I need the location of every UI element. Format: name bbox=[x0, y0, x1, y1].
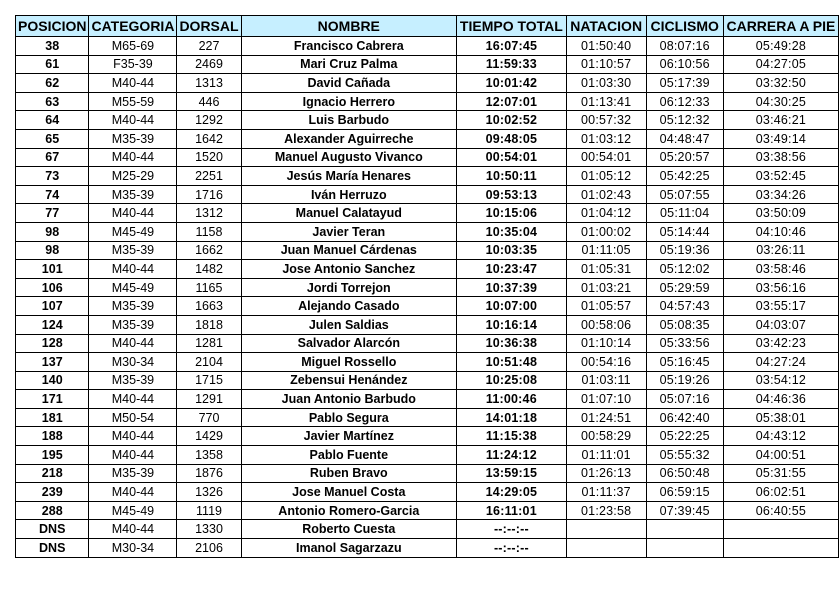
total-time-cell: 10:16:14 bbox=[457, 315, 567, 334]
bib-cell: 1642 bbox=[177, 129, 241, 148]
name-cell: Javier Martínez bbox=[241, 427, 456, 446]
table-row bbox=[16, 92, 839, 111]
run-time-cell bbox=[723, 520, 838, 539]
table-row bbox=[16, 408, 839, 427]
table-row bbox=[16, 371, 839, 390]
position-cell: 128 bbox=[16, 334, 89, 353]
bib-cell: 2251 bbox=[177, 167, 241, 186]
bike-time-cell: 06:42:40 bbox=[646, 408, 723, 427]
total-time-cell: 09:48:05 bbox=[457, 129, 567, 148]
swim-time-cell: 01:11:01 bbox=[566, 446, 646, 465]
bike-time-cell: 05:20:57 bbox=[646, 148, 723, 167]
name-cell: Manuel Augusto Vivanco bbox=[241, 148, 456, 167]
table-row bbox=[16, 315, 839, 334]
category-cell: M35-39 bbox=[89, 371, 177, 390]
name-cell: Zebensui Henández bbox=[241, 371, 456, 390]
bib-cell: 1165 bbox=[177, 278, 241, 297]
bike-time-cell: 04:57:43 bbox=[646, 297, 723, 316]
table-row bbox=[16, 297, 839, 316]
name-cell: Jesús María Henares bbox=[241, 167, 456, 186]
run-time-cell: 06:40:55 bbox=[723, 501, 838, 520]
bike-time-cell: 05:22:25 bbox=[646, 427, 723, 446]
position-cell: 101 bbox=[16, 260, 89, 279]
table-row bbox=[16, 148, 839, 167]
total-time-cell: --:--:-- bbox=[457, 539, 567, 558]
position-cell: 74 bbox=[16, 185, 89, 204]
bike-time-cell: 06:12:33 bbox=[646, 92, 723, 111]
bib-cell: 1291 bbox=[177, 390, 241, 409]
position-cell: 171 bbox=[16, 390, 89, 409]
category-cell: M40-44 bbox=[89, 74, 177, 93]
position-cell: 124 bbox=[16, 315, 89, 334]
total-time-cell: 10:03:35 bbox=[457, 241, 567, 260]
table-row bbox=[16, 501, 839, 520]
swim-time-cell: 01:03:21 bbox=[566, 278, 646, 297]
total-time-cell: 11:15:38 bbox=[457, 427, 567, 446]
category-cell: M25-29 bbox=[89, 167, 177, 186]
run-time-cell: 04:30:25 bbox=[723, 92, 838, 111]
category-cell: M40-44 bbox=[89, 111, 177, 130]
bib-cell: 1326 bbox=[177, 483, 241, 502]
bib-cell: 1482 bbox=[177, 260, 241, 279]
swim-time-cell: 01:05:12 bbox=[566, 167, 646, 186]
table-row bbox=[16, 446, 839, 465]
swim-time-cell: 01:13:41 bbox=[566, 92, 646, 111]
position-cell: 140 bbox=[16, 371, 89, 390]
swim-time-cell: 00:54:01 bbox=[566, 148, 646, 167]
header-row bbox=[16, 16, 839, 37]
total-time-cell: --:--:-- bbox=[457, 520, 567, 539]
swim-time-cell: 00:58:29 bbox=[566, 427, 646, 446]
run-time-cell: 04:03:07 bbox=[723, 315, 838, 334]
swim-time-cell: 01:03:12 bbox=[566, 129, 646, 148]
category-cell: M40-44 bbox=[89, 204, 177, 223]
table-row bbox=[16, 390, 839, 409]
name-cell: Ruben Bravo bbox=[241, 464, 456, 483]
table-row bbox=[16, 241, 839, 260]
bike-time-cell: 05:19:26 bbox=[646, 371, 723, 390]
total-time-cell: 14:29:05 bbox=[457, 483, 567, 502]
swim-time-cell: 01:11:37 bbox=[566, 483, 646, 502]
bike-time-cell: 04:48:47 bbox=[646, 129, 723, 148]
bib-cell: 1292 bbox=[177, 111, 241, 130]
total-time-cell: 10:15:06 bbox=[457, 204, 567, 223]
name-cell: Manuel Calatayud bbox=[241, 204, 456, 223]
bib-cell: 1429 bbox=[177, 427, 241, 446]
name-cell: Juan Antonio Barbudo bbox=[241, 390, 456, 409]
column-header-nombre: NOMBRE bbox=[241, 16, 456, 37]
run-time-cell: 05:38:01 bbox=[723, 408, 838, 427]
bike-time-cell: 05:08:35 bbox=[646, 315, 723, 334]
category-cell: M40-44 bbox=[89, 446, 177, 465]
name-cell: Jose Antonio Sanchez bbox=[241, 260, 456, 279]
name-cell: Luis Barbudo bbox=[241, 111, 456, 130]
bib-cell: 2106 bbox=[177, 539, 241, 558]
category-cell: M45-49 bbox=[89, 278, 177, 297]
category-cell: M35-39 bbox=[89, 297, 177, 316]
name-cell: Julen Saldias bbox=[241, 315, 456, 334]
table-row bbox=[16, 167, 839, 186]
column-header-ciclismo: CICLISMO bbox=[646, 16, 723, 37]
table-row bbox=[16, 111, 839, 130]
table-row bbox=[16, 427, 839, 446]
position-cell: 38 bbox=[16, 37, 89, 56]
position-cell: 107 bbox=[16, 297, 89, 316]
run-time-cell: 04:43:12 bbox=[723, 427, 838, 446]
bib-cell: 1818 bbox=[177, 315, 241, 334]
swim-time-cell: 01:24:51 bbox=[566, 408, 646, 427]
run-time-cell: 03:54:12 bbox=[723, 371, 838, 390]
position-cell: 63 bbox=[16, 92, 89, 111]
total-time-cell: 11:00:46 bbox=[457, 390, 567, 409]
bib-cell: 1158 bbox=[177, 222, 241, 241]
bike-time-cell: 06:10:56 bbox=[646, 55, 723, 74]
bib-cell: 1663 bbox=[177, 297, 241, 316]
name-cell: Jordi Torrejon bbox=[241, 278, 456, 297]
position-cell: 181 bbox=[16, 408, 89, 427]
category-cell: M55-59 bbox=[89, 92, 177, 111]
total-time-cell: 10:07:00 bbox=[457, 297, 567, 316]
position-cell: 61 bbox=[16, 55, 89, 74]
name-cell: Jose Manuel Costa bbox=[241, 483, 456, 502]
swim-time-cell: 01:11:05 bbox=[566, 241, 646, 260]
total-time-cell: 16:11:01 bbox=[457, 501, 567, 520]
bike-time-cell: 05:12:32 bbox=[646, 111, 723, 130]
column-header-dorsal: DORSAL bbox=[177, 16, 241, 37]
table-row bbox=[16, 520, 839, 539]
table-row bbox=[16, 204, 839, 223]
results-body bbox=[16, 37, 839, 558]
position-cell: 98 bbox=[16, 241, 89, 260]
swim-time-cell: 01:50:40 bbox=[566, 37, 646, 56]
bike-time-cell: 05:19:36 bbox=[646, 241, 723, 260]
swim-time-cell bbox=[566, 539, 646, 558]
run-time-cell: 03:49:14 bbox=[723, 129, 838, 148]
total-time-cell: 12:07:01 bbox=[457, 92, 567, 111]
position-cell: 239 bbox=[16, 483, 89, 502]
bib-cell: 1715 bbox=[177, 371, 241, 390]
total-time-cell: 13:59:15 bbox=[457, 464, 567, 483]
total-time-cell: 00:54:01 bbox=[457, 148, 567, 167]
position-cell: 288 bbox=[16, 501, 89, 520]
run-time-cell: 04:00:51 bbox=[723, 446, 838, 465]
category-cell: M45-49 bbox=[89, 222, 177, 241]
position-cell: 64 bbox=[16, 111, 89, 130]
swim-time-cell: 01:26:13 bbox=[566, 464, 646, 483]
name-cell: Pablo Fuente bbox=[241, 446, 456, 465]
bike-time-cell: 05:07:55 bbox=[646, 185, 723, 204]
bib-cell: 446 bbox=[177, 92, 241, 111]
table-row bbox=[16, 260, 839, 279]
column-header-posicion: POSICION bbox=[16, 16, 89, 37]
bike-time-cell: 05:14:44 bbox=[646, 222, 723, 241]
bike-time-cell: 06:59:15 bbox=[646, 483, 723, 502]
column-header-categoria: CATEGORIA bbox=[89, 16, 177, 37]
bike-time-cell: 05:17:39 bbox=[646, 74, 723, 93]
bib-cell: 1313 bbox=[177, 74, 241, 93]
total-time-cell: 10:51:48 bbox=[457, 353, 567, 372]
name-cell: Alexander Aguirreche bbox=[241, 129, 456, 148]
position-cell: 77 bbox=[16, 204, 89, 223]
category-cell: M50-54 bbox=[89, 408, 177, 427]
position-cell: 106 bbox=[16, 278, 89, 297]
total-time-cell: 10:35:04 bbox=[457, 222, 567, 241]
category-cell: M35-39 bbox=[89, 315, 177, 334]
table-row bbox=[16, 129, 839, 148]
table-row bbox=[16, 55, 839, 74]
bike-time-cell: 08:07:16 bbox=[646, 37, 723, 56]
table-row bbox=[16, 185, 839, 204]
swim-time-cell: 01:02:43 bbox=[566, 185, 646, 204]
run-time-cell: 03:56:16 bbox=[723, 278, 838, 297]
run-time-cell: 03:52:45 bbox=[723, 167, 838, 186]
name-cell: Ignacio Herrero bbox=[241, 92, 456, 111]
run-time-cell: 04:27:05 bbox=[723, 55, 838, 74]
name-cell: Javier Teran bbox=[241, 222, 456, 241]
bib-cell: 2104 bbox=[177, 353, 241, 372]
bib-cell: 1662 bbox=[177, 241, 241, 260]
total-time-cell: 16:07:45 bbox=[457, 37, 567, 56]
bike-time-cell: 05:12:02 bbox=[646, 260, 723, 279]
name-cell: Francisco Cabrera bbox=[241, 37, 456, 56]
bike-time-cell: 05:55:32 bbox=[646, 446, 723, 465]
bike-time-cell: 05:11:04 bbox=[646, 204, 723, 223]
swim-time-cell: 01:05:57 bbox=[566, 297, 646, 316]
swim-time-cell: 01:07:10 bbox=[566, 390, 646, 409]
category-cell: M40-44 bbox=[89, 520, 177, 539]
swim-time-cell: 01:23:58 bbox=[566, 501, 646, 520]
swim-time-cell: 00:54:16 bbox=[566, 353, 646, 372]
category-cell: M40-44 bbox=[89, 334, 177, 353]
name-cell: Juan Manuel Cárdenas bbox=[241, 241, 456, 260]
table-row bbox=[16, 278, 839, 297]
bib-cell: 1520 bbox=[177, 148, 241, 167]
category-cell: M40-44 bbox=[89, 427, 177, 446]
bike-time-cell: 05:16:45 bbox=[646, 353, 723, 372]
swim-time-cell: 01:03:11 bbox=[566, 371, 646, 390]
bib-cell: 1716 bbox=[177, 185, 241, 204]
name-cell: David Cañada bbox=[241, 74, 456, 93]
category-cell: M35-39 bbox=[89, 185, 177, 204]
results-table bbox=[15, 15, 839, 558]
table-row bbox=[16, 353, 839, 372]
column-header-natacion: NATACION bbox=[566, 16, 646, 37]
category-cell: M65-69 bbox=[89, 37, 177, 56]
swim-time-cell: 01:03:30 bbox=[566, 74, 646, 93]
bike-time-cell: 05:33:56 bbox=[646, 334, 723, 353]
name-cell: Salvador Alarcón bbox=[241, 334, 456, 353]
column-header-tiempo-total: TIEMPO TOTAL bbox=[457, 16, 567, 37]
position-cell: 218 bbox=[16, 464, 89, 483]
total-time-cell: 10:25:08 bbox=[457, 371, 567, 390]
total-time-cell: 11:24:12 bbox=[457, 446, 567, 465]
swim-time-cell: 01:04:12 bbox=[566, 204, 646, 223]
run-time-cell: 03:50:09 bbox=[723, 204, 838, 223]
category-cell: M35-39 bbox=[89, 241, 177, 260]
run-time-cell: 03:42:23 bbox=[723, 334, 838, 353]
total-time-cell: 10:36:38 bbox=[457, 334, 567, 353]
position-cell: 137 bbox=[16, 353, 89, 372]
category-cell: M40-44 bbox=[89, 260, 177, 279]
category-cell: M35-39 bbox=[89, 129, 177, 148]
bib-cell: 1312 bbox=[177, 204, 241, 223]
position-cell: 62 bbox=[16, 74, 89, 93]
total-time-cell: 09:53:13 bbox=[457, 185, 567, 204]
run-time-cell: 05:49:28 bbox=[723, 37, 838, 56]
total-time-cell: 10:02:52 bbox=[457, 111, 567, 130]
table-row bbox=[16, 483, 839, 502]
bib-cell: 770 bbox=[177, 408, 241, 427]
table-row bbox=[16, 539, 839, 558]
name-cell: Roberto Cuesta bbox=[241, 520, 456, 539]
bike-time-cell bbox=[646, 520, 723, 539]
position-cell: DNS bbox=[16, 539, 89, 558]
swim-time-cell: 01:10:57 bbox=[566, 55, 646, 74]
run-time-cell: 05:31:55 bbox=[723, 464, 838, 483]
run-time-cell: 03:55:17 bbox=[723, 297, 838, 316]
run-time-cell: 03:34:26 bbox=[723, 185, 838, 204]
run-time-cell: 04:27:24 bbox=[723, 353, 838, 372]
name-cell: Pablo Segura bbox=[241, 408, 456, 427]
position-cell: 188 bbox=[16, 427, 89, 446]
position-cell: 195 bbox=[16, 446, 89, 465]
position-cell: 73 bbox=[16, 167, 89, 186]
run-time-cell: 06:02:51 bbox=[723, 483, 838, 502]
bike-time-cell bbox=[646, 539, 723, 558]
table-row bbox=[16, 74, 839, 93]
run-time-cell: 03:58:46 bbox=[723, 260, 838, 279]
swim-time-cell: 00:58:06 bbox=[566, 315, 646, 334]
total-time-cell: 10:23:47 bbox=[457, 260, 567, 279]
bike-time-cell: 07:39:45 bbox=[646, 501, 723, 520]
position-cell: 65 bbox=[16, 129, 89, 148]
bib-cell: 1119 bbox=[177, 501, 241, 520]
run-time-cell: 04:10:46 bbox=[723, 222, 838, 241]
run-time-cell: 03:46:21 bbox=[723, 111, 838, 130]
bike-time-cell: 05:29:59 bbox=[646, 278, 723, 297]
table-row bbox=[16, 37, 839, 56]
category-cell: F35-39 bbox=[89, 55, 177, 74]
bike-time-cell: 06:50:48 bbox=[646, 464, 723, 483]
run-time-cell bbox=[723, 539, 838, 558]
position-cell: 98 bbox=[16, 222, 89, 241]
name-cell: Antonio Romero-Garcia bbox=[241, 501, 456, 520]
run-time-cell: 03:26:11 bbox=[723, 241, 838, 260]
category-cell: M40-44 bbox=[89, 390, 177, 409]
bib-cell: 1281 bbox=[177, 334, 241, 353]
bike-time-cell: 05:42:25 bbox=[646, 167, 723, 186]
bib-cell: 227 bbox=[177, 37, 241, 56]
column-header-carrera-a-pie: CARRERA A PIE bbox=[723, 16, 838, 37]
bib-cell: 1358 bbox=[177, 446, 241, 465]
name-cell: Imanol Sagarzazu bbox=[241, 539, 456, 558]
position-cell: 67 bbox=[16, 148, 89, 167]
run-time-cell: 04:46:36 bbox=[723, 390, 838, 409]
name-cell: Alejando Casado bbox=[241, 297, 456, 316]
bib-cell: 1330 bbox=[177, 520, 241, 539]
category-cell: M35-39 bbox=[89, 464, 177, 483]
category-cell: M40-44 bbox=[89, 483, 177, 502]
results-table-wrapper bbox=[15, 15, 839, 558]
swim-time-cell: 01:05:31 bbox=[566, 260, 646, 279]
swim-time-cell: 01:00:02 bbox=[566, 222, 646, 241]
table-row bbox=[16, 464, 839, 483]
category-cell: M30-34 bbox=[89, 539, 177, 558]
bike-time-cell: 05:07:16 bbox=[646, 390, 723, 409]
table-row bbox=[16, 334, 839, 353]
category-cell: M40-44 bbox=[89, 148, 177, 167]
total-time-cell: 11:59:33 bbox=[457, 55, 567, 74]
total-time-cell: 10:01:42 bbox=[457, 74, 567, 93]
total-time-cell: 10:37:39 bbox=[457, 278, 567, 297]
category-cell: M30-34 bbox=[89, 353, 177, 372]
bib-cell: 2469 bbox=[177, 55, 241, 74]
name-cell: Iván Herruzo bbox=[241, 185, 456, 204]
table-row bbox=[16, 222, 839, 241]
total-time-cell: 10:50:11 bbox=[457, 167, 567, 186]
run-time-cell: 03:38:56 bbox=[723, 148, 838, 167]
position-cell: DNS bbox=[16, 520, 89, 539]
name-cell: Mari Cruz Palma bbox=[241, 55, 456, 74]
run-time-cell: 03:32:50 bbox=[723, 74, 838, 93]
category-cell: M45-49 bbox=[89, 501, 177, 520]
total-time-cell: 14:01:18 bbox=[457, 408, 567, 427]
swim-time-cell bbox=[566, 520, 646, 539]
bib-cell: 1876 bbox=[177, 464, 241, 483]
swim-time-cell: 01:10:14 bbox=[566, 334, 646, 353]
swim-time-cell: 00:57:32 bbox=[566, 111, 646, 130]
name-cell: Miguel Rossello bbox=[241, 353, 456, 372]
